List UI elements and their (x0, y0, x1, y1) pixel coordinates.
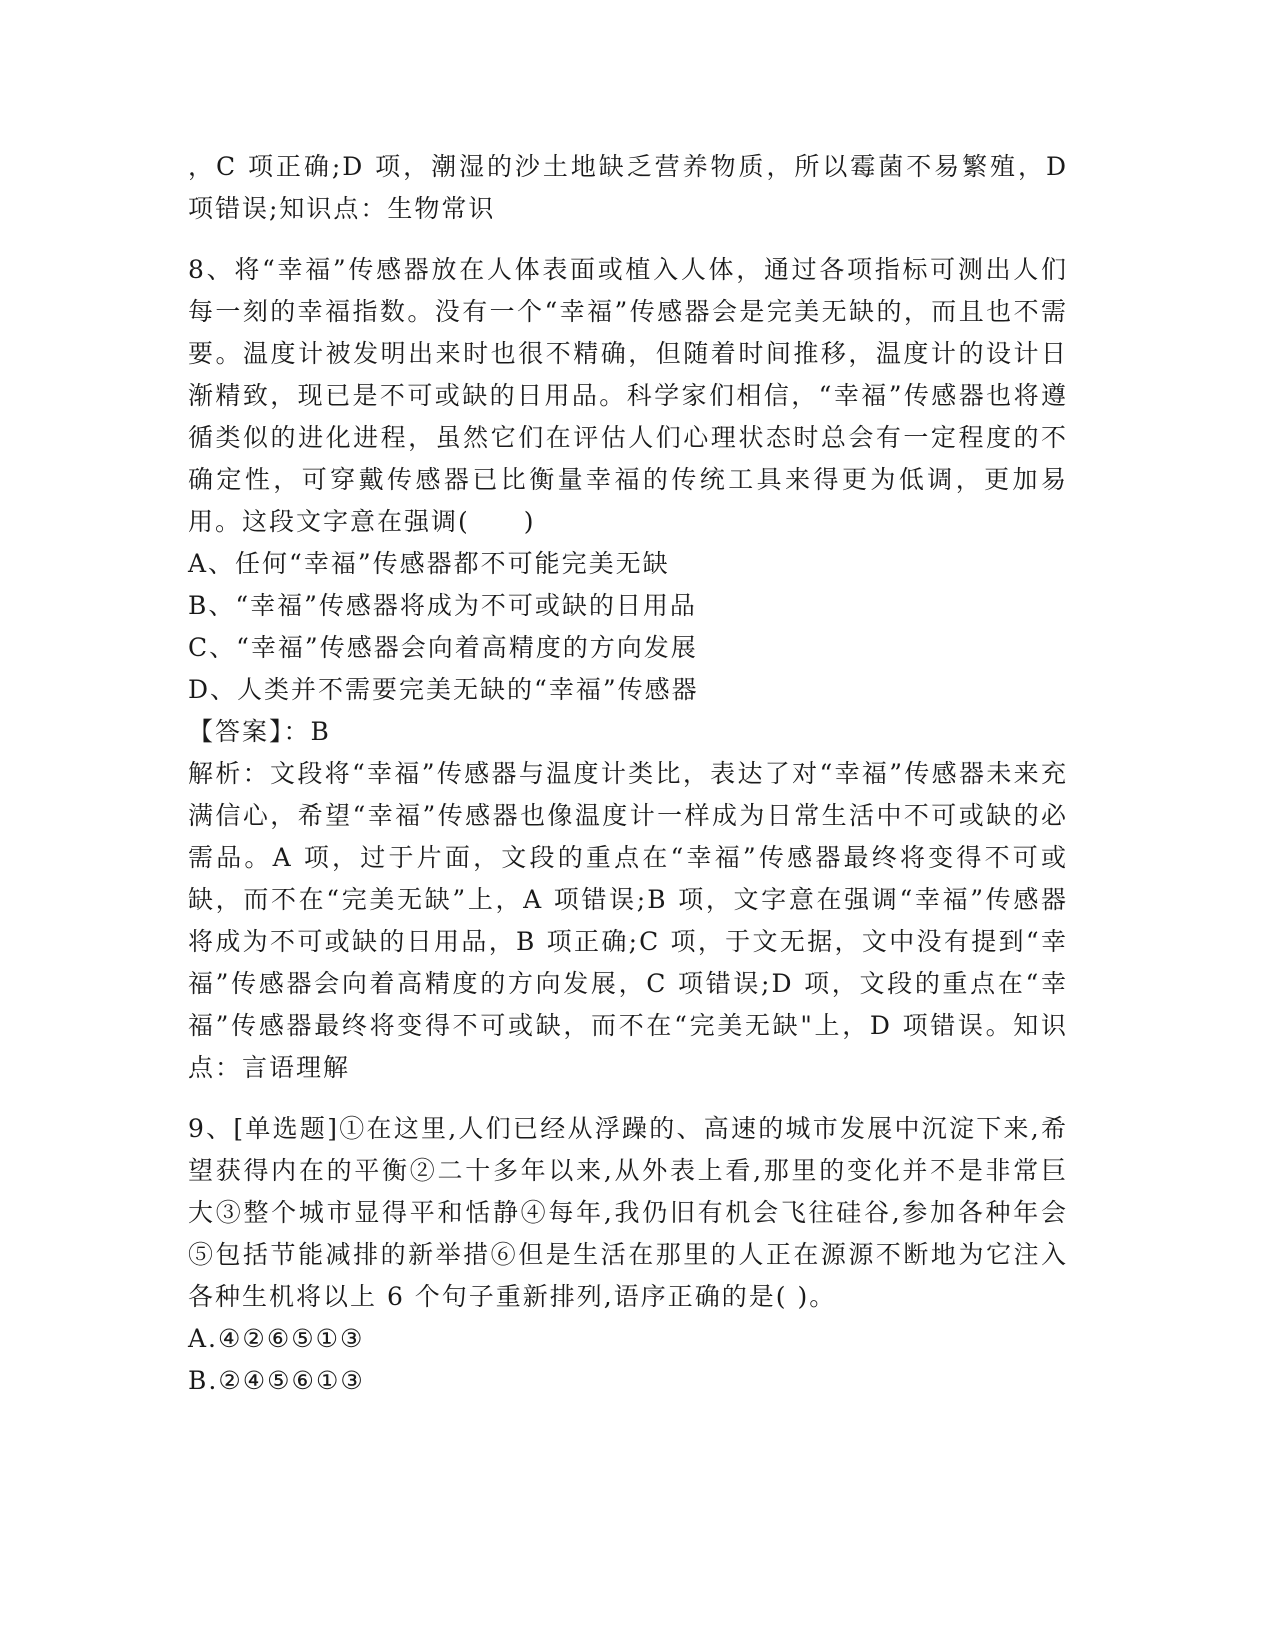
q9-option-b: B.②④⑤⑥①③ (188, 1366, 365, 1395)
page-content (188, 146, 1068, 1402)
q8-stem: 8、将“幸福”传感器放在人体表面或植入人体，通过各项指标可测出人们每一刻的幸福指数。没有一个“幸福”传感器会是完美无缺的，而且也不需要。温度计被发明出来时也很不精确，但随着时间推移，温度计的设计日渐精致，现已是不可或缺的日用品。科学家们相信，“幸福”传感器也将遵循类似的进化进程，虽然它们在评估人们心理状态时总会有一定程度的不确定性，可穿戴传感器已比衡量幸福的传统工具来得更为低调，更加易用。这段文字意在强调( ) (188, 255, 1068, 536)
spacer (188, 1089, 1068, 1108)
q8-answer: 【答案】：B (188, 717, 331, 746)
spacer (188, 230, 1068, 249)
q8-explanation: 解析：文段将“幸福”传感器与温度计类比，表达了对“幸福”传感器未来充满信心，希望“幸福”传感器也像温度计一样成为日常生活中不可或缺的必需品。A 项，过于片面，文段的重点在“幸福”传感器最终将变得不可或缺，而不在“完美无缺”上，A 项错误;B 项，文字意在强调“幸福”传感器将成为不可或缺的日用品，B 项正确;C 项，于文无据，文中没有提到“幸福”传感器会向着高精度的方向发展，C 项错误;D 项，文段的重点在“幸福”传感器最终将变得不可或缺，而不在“完美无缺"上，D 项错误。知识点：言语理解 (188, 759, 1068, 1082)
q8-option-a: A、任何“幸福”传感器都不可能完美无缺 (188, 549, 670, 578)
q8-option-d: D、人类并不需要完美无缺的“幸福”传感器 (188, 675, 699, 704)
q7-explanation-tail: ，C 项正确;D 项，潮湿的沙土地缺乏营养物质，所以霉菌不易繁殖，D 项错误;知识点：生物常识 (188, 152, 1068, 223)
q9-stem: 9、[单选题]①在这里,人们已经从浮躁的、高速的城市发展中沉淀下来,希望获得内在的平衡②二十多年以来,从外表上看,那里的变化并不是非常巨大③整个城市显得平和恬静④每年,我仍旧有机会飞往硅谷,参加各种年会⑤包括节能减排的新举措⑥但是生活在那里的人正在源源不断地为它注入各种生机将以上 6 个句子重新排列,语序正确的是( )。 (188, 1114, 1068, 1311)
q8-option-b: B、“幸福”传感器将成为不可或缺的日用品 (188, 591, 697, 620)
q9-option-a: A.④②⑥⑤①③ (188, 1324, 365, 1353)
q8-option-c: C、“幸福”传感器会向着高精度的方向发展 (188, 633, 698, 662)
